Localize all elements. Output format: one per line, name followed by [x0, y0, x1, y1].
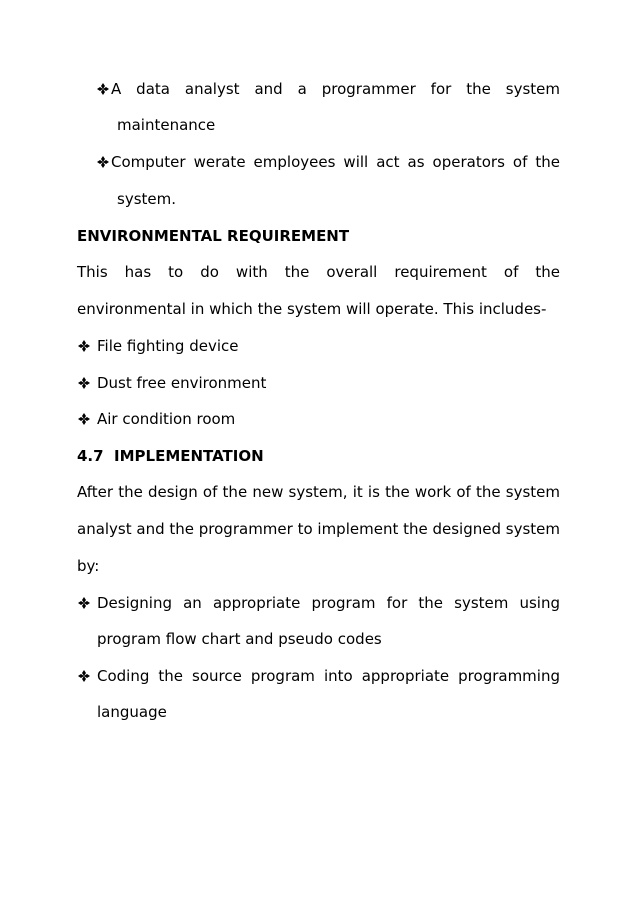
list-item [77, 373, 560, 393]
four-diamond-bullet-icon [96, 152, 111, 172]
list-item-text: File fighting device [97, 337, 239, 355]
four-diamond-bullet-icon [77, 593, 97, 613]
paragraph-line: environmental in which the system will operate. This includes- [77, 300, 547, 318]
list-item [77, 409, 560, 429]
list-item-text: Air condition room [97, 410, 236, 428]
bullet-text: Computer werate employees will act as operators of the [111, 153, 560, 171]
paragraph-line: by: [77, 557, 100, 575]
list-item-text: Dust free environment [97, 374, 267, 392]
bullet-text: A data analyst and a programmer for the system [111, 80, 560, 98]
bullet-item [77, 593, 560, 613]
four-diamond-bullet-icon [96, 79, 111, 99]
bullet-continuation: system. [117, 190, 176, 208]
four-diamond-bullet-icon [77, 336, 97, 356]
four-diamond-bullet-icon [77, 409, 97, 429]
bullet-item [77, 666, 560, 686]
paragraph-line: After the design of the new system, it is the work of the system [77, 483, 560, 501]
paragraph-line: This has to do with the overall requirement of the [77, 263, 560, 281]
bullet-continuation: maintenance [117, 116, 216, 134]
bullet-continuation: language [97, 703, 167, 721]
section-heading: ENVIRONMENTAL REQUIREMENT [77, 227, 350, 245]
bullet-continuation: program flow chart and pseudo codes [97, 630, 382, 648]
four-diamond-bullet-icon [77, 666, 97, 686]
bullet-text: Coding the source program into appropriate programming [97, 667, 560, 685]
bullet-item [96, 79, 560, 99]
bullet-text: Designing an appropriate program for the system using [97, 594, 560, 612]
list-item [77, 336, 560, 356]
section-heading: 4.7 IMPLEMENTATION [77, 447, 264, 465]
four-diamond-bullet-icon [77, 373, 97, 393]
paragraph-line: analyst and the programmer to implement the designed system [77, 520, 560, 538]
bullet-item [96, 152, 560, 172]
